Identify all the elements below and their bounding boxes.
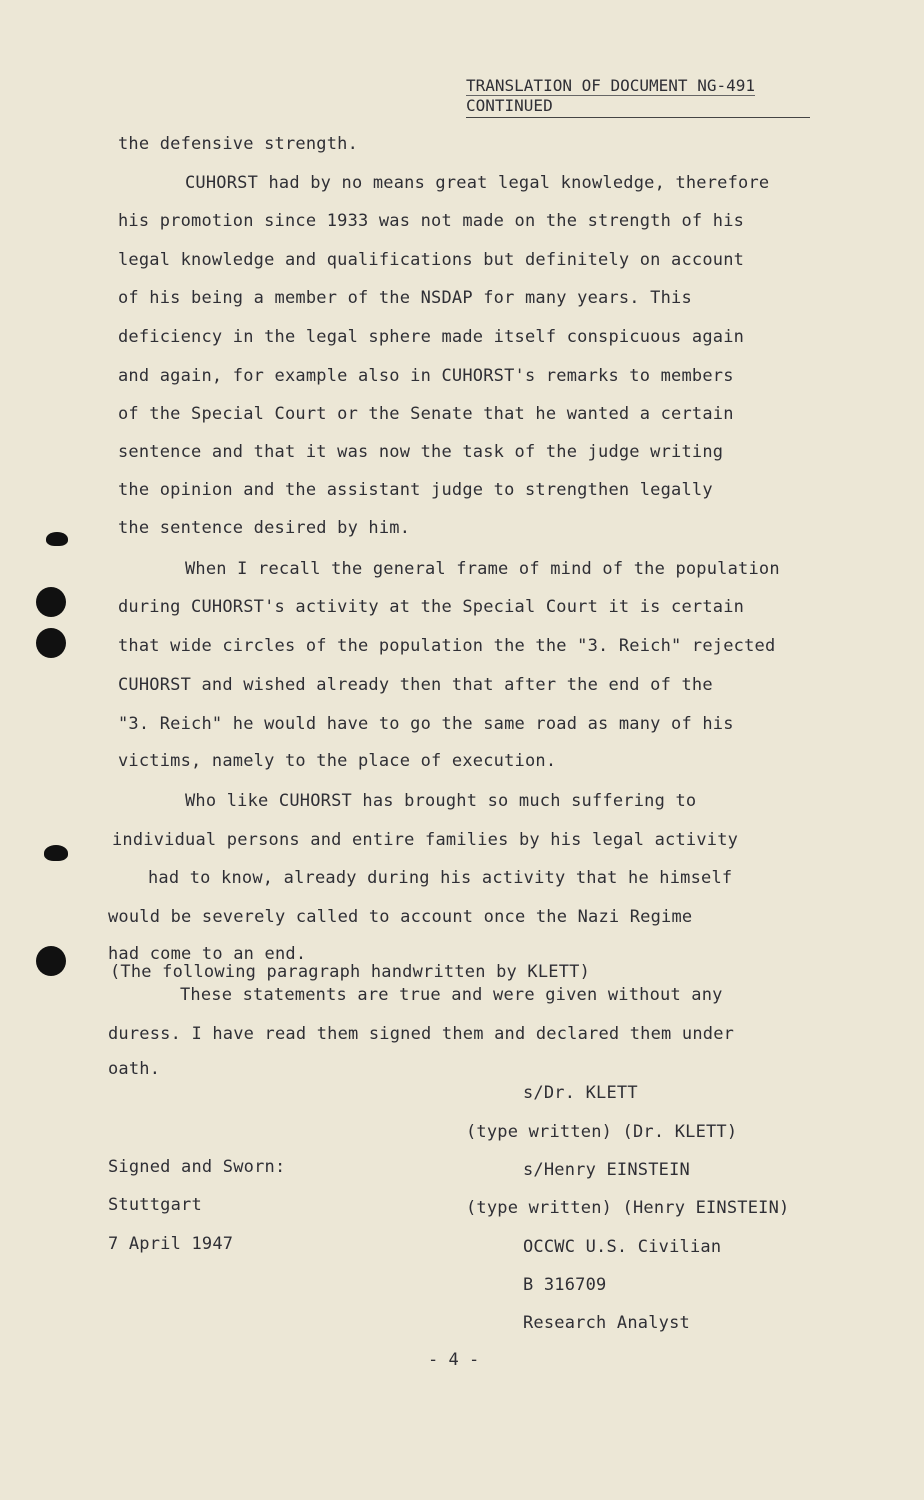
text-line: Who like CUHORST has brought so much suffering to bbox=[185, 791, 697, 811]
einstein-typed-name: (type written) (Henry EINSTEIN) bbox=[466, 1198, 790, 1218]
text-line: the sentence desired by him. bbox=[118, 518, 411, 538]
header-title: TRANSLATION OF DOCUMENT NG-491 bbox=[466, 76, 755, 95]
text-line: These statements are true and were given without any bbox=[180, 985, 723, 1005]
text-line: duress. I have read them signed them and declared them under bbox=[108, 1024, 735, 1044]
einstein-signature: s/Henry EINSTEIN bbox=[523, 1160, 690, 1180]
handwritten-note: (The following paragraph handwritten by KLETT) bbox=[110, 962, 591, 982]
text-line: When I recall the general frame of mind of the population bbox=[185, 559, 780, 579]
text-line: the defensive strength. bbox=[118, 134, 359, 154]
text-line: oath. bbox=[108, 1059, 161, 1079]
klett-typed-name: (type written) (Dr. KLETT) bbox=[466, 1122, 738, 1142]
text-line: had to know, already during his activity that he himself bbox=[148, 868, 733, 888]
text-line: of the Special Court or the Senate that he wanted a certain bbox=[118, 404, 734, 424]
einstein-title: OCCWC U.S. Civilian bbox=[523, 1237, 722, 1257]
text-line: individual persons and entire families by his legal activity bbox=[112, 830, 739, 850]
punch-hole-mark bbox=[46, 532, 68, 546]
text-line: would be severely called to account once the Nazi Regime bbox=[108, 907, 693, 927]
sworn-label: Signed and Sworn: bbox=[108, 1157, 286, 1177]
page-number: - 4 - bbox=[428, 1350, 480, 1370]
text-line: legal knowledge and qualifications but definitely on account bbox=[118, 250, 745, 270]
text-line: during CUHORST's activity at the Special Court it is certain bbox=[118, 597, 745, 617]
punch-hole bbox=[36, 587, 66, 617]
sworn-date: 7 April 1947 bbox=[108, 1234, 234, 1254]
text-line: CUHORST had by no means great legal knowledge, therefore bbox=[185, 173, 770, 193]
text-line: victims, namely to the place of execution. bbox=[118, 751, 557, 771]
text-line: deficiency in the legal sphere made itself conspicuous again bbox=[118, 327, 745, 347]
text-line: sentence and that it was now the task of the judge writing bbox=[118, 442, 724, 462]
text-line: of his being a member of the NSDAP for many years. This bbox=[118, 288, 692, 308]
sworn-place: Stuttgart bbox=[108, 1195, 202, 1215]
punch-hole bbox=[36, 628, 66, 658]
einstein-id: B 316709 bbox=[523, 1275, 607, 1295]
punch-hole bbox=[36, 946, 66, 976]
text-line: had come to an end. bbox=[108, 944, 307, 964]
text-line: and again, for example also in CUHORST's remarks to members bbox=[118, 366, 734, 386]
text-line: CUHORST and wished already then that after the end of the bbox=[118, 675, 713, 695]
text-line: the opinion and the assistant judge to strengthen legally bbox=[118, 480, 713, 500]
header-subtitle: CONTINUED bbox=[466, 96, 553, 115]
document-header bbox=[466, 76, 810, 118]
einstein-role: Research Analyst bbox=[523, 1313, 690, 1333]
text-line: that wide circles of the population the the "3. Reich" rejected bbox=[118, 636, 776, 656]
text-line: "3. Reich" he would have to go the same road as many of his bbox=[118, 714, 734, 734]
klett-signature: s/Dr. KLETT bbox=[523, 1083, 638, 1103]
text-line: his promotion since 1933 was not made on the strength of his bbox=[118, 211, 745, 231]
punch-hole-mark bbox=[44, 845, 68, 861]
